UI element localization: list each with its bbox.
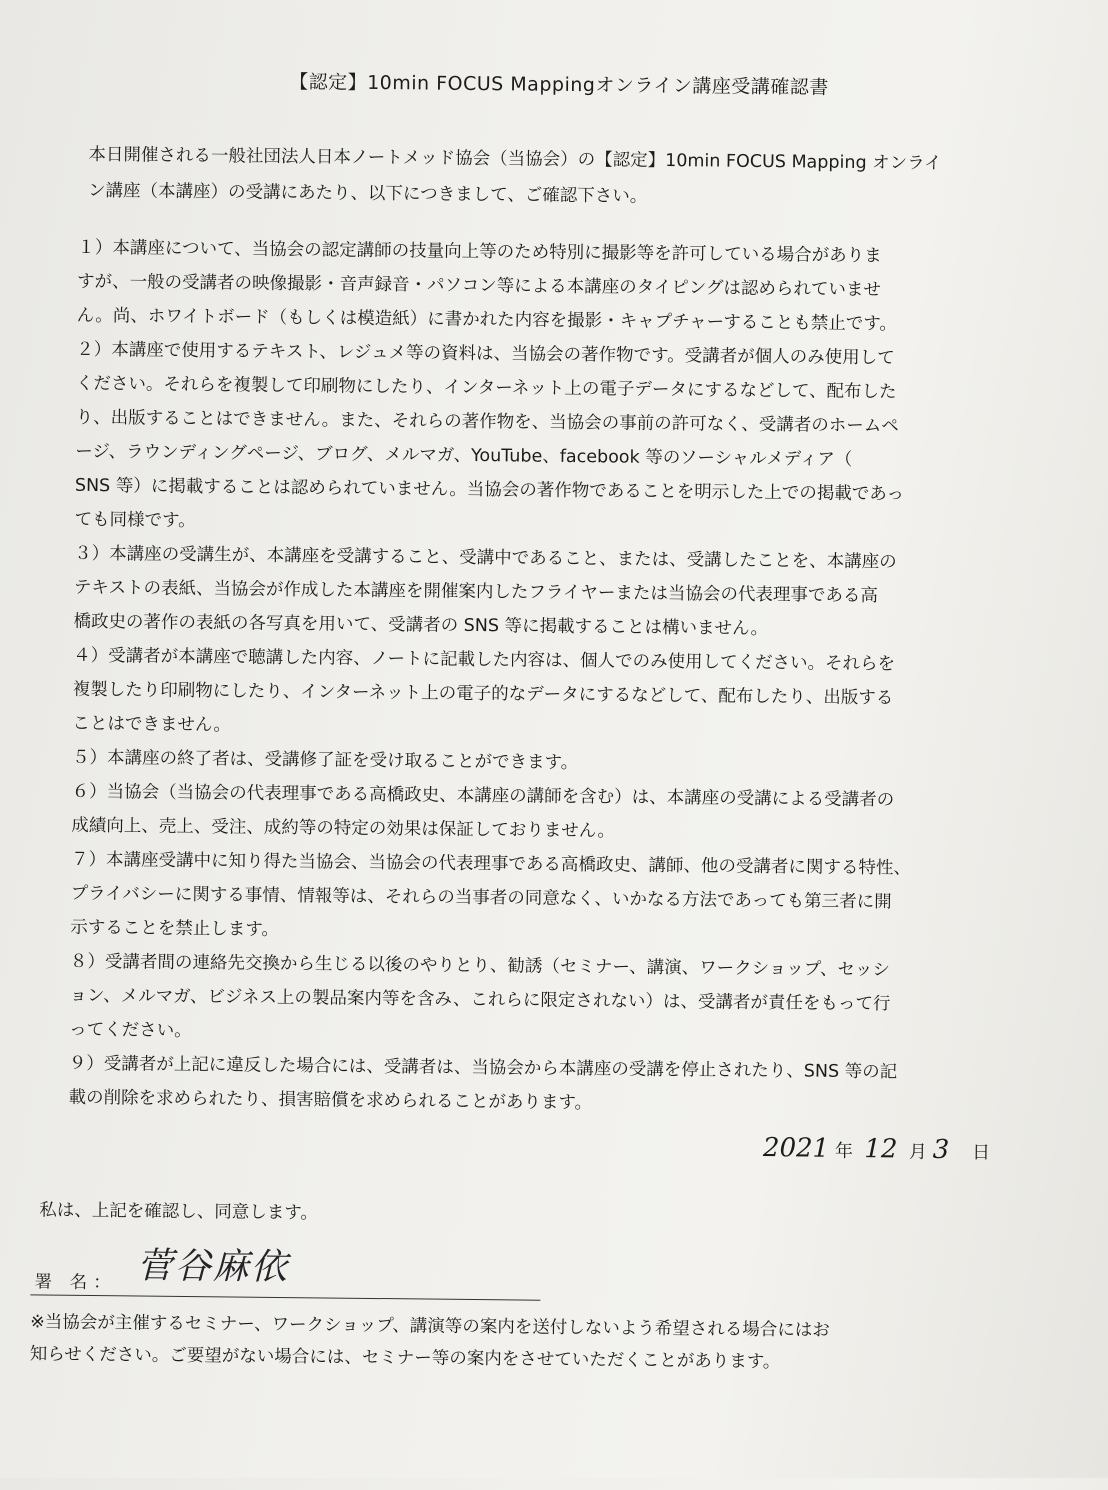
date-day: 3 bbox=[932, 1134, 950, 1166]
date-year: 2021 bbox=[762, 1133, 830, 1164]
term-line: ことはできません。 bbox=[72, 713, 232, 736]
footnote-line: ※当協会が主催するセミナー、ワークショップ、講演等の案内を送付しないよう希望される場合にはお bbox=[30, 1312, 830, 1341]
term-line: ても同様です。 bbox=[74, 509, 196, 532]
term-line: 橋政史の著作の表紙の各写真を用いて、受講者の SNS 等に掲載することは構いません。 bbox=[73, 611, 769, 640]
intro-paragraph bbox=[88, 137, 1049, 219]
term-line: ４）受講者が本講座で聴講した内容、ノートに記載した内容は、個人でのみ使用してください。それらを bbox=[73, 645, 896, 675]
term-line: ９）受講者が上記に違反した場合には、受講者は、当協会から本講座の受講を停止されたり、SNS 等の記 bbox=[68, 1053, 898, 1083]
term-line: 複製したり印刷物にしたり、インターネット上の電子的なデータにするなどして、配布したり、出版する bbox=[72, 679, 894, 709]
intro-line: ン講座（本講座）の受講にあたり、以下につきまして、ご確認下さい。 bbox=[87, 180, 648, 207]
footnote bbox=[30, 1306, 1021, 1380]
footnote-line: 知らせください。ご要望がない場合には、セミナー等の案内をさせていただくことがあります。 bbox=[29, 1344, 781, 1373]
term-line: ５）本講座の終了者は、受講修了証を受け取ることができます。 bbox=[71, 747, 579, 774]
term-line: ん。尚、ホワイトボード（もしくは模造紙）に書かれた内容を撮影・キャプチャーすることも禁止です。 bbox=[76, 305, 897, 335]
intro-line: 本日開催される一般社団法人日本ノートメッド協会（当協会）の【認定】10min FOCUS Mapping オンライ bbox=[88, 144, 942, 174]
date-month: 12 bbox=[864, 1134, 898, 1165]
signature-line bbox=[30, 1294, 540, 1300]
term-line: SNS 等）に掲載することは認められていません。当協会の著作物であることを明示した上での掲載であっ bbox=[74, 475, 905, 505]
term-line: ６）当協会（当協会の代表理事である高橋政史、本講座の講師を含む）は、本講座の受講による受講者の bbox=[71, 781, 895, 811]
term-line: ってください。 bbox=[69, 1019, 192, 1042]
signing-date bbox=[763, 1133, 990, 1165]
term-line: ージ、ラウンディングページ、ブログ、メルマガ、YouTube、facebook 等のソーシャルメディア（ bbox=[75, 441, 853, 470]
term-line: ７）本講座受講中に知り得た当協会、当協会の代表理事である高橋政史、講師、他の受講者に関する特性、 bbox=[70, 849, 912, 879]
date-month-label: 月 bbox=[908, 1141, 928, 1163]
term-line: 成績向上、売上、受注、成約等の特定の効果は保証しておりません。 bbox=[71, 815, 615, 842]
term-line: ２）本講座で使用するテキスト、レジュメ等の資料は、当協会の著作物です。受講者が個人のみ使用して bbox=[76, 339, 895, 369]
term-line: ください。それらを複製して印刷物にしたり、インターネット上の電子データにするなどして、配布した bbox=[75, 373, 897, 403]
term-line: 載の削除を求められたり、損害賠償を求められることがあります。 bbox=[68, 1087, 593, 1114]
signature-name: 菅谷麻依 bbox=[136, 1245, 289, 1289]
terms-list bbox=[68, 231, 1052, 1125]
document-title: 【認定】10min FOCUS Mappingオンライン講座受講確認書 bbox=[289, 71, 829, 99]
term-line: プライバシーに関する事情、情報等は、それらの当事者の同意なく、いかなる方法であっても第三者に開 bbox=[70, 883, 892, 913]
signature-label: 署 名： bbox=[34, 1272, 117, 1294]
term-line: ３）本講座の受講生が、本講座を受講すること、受講中であること、または、受講したことを、本講座の bbox=[74, 543, 897, 573]
date-year-label: 年 bbox=[834, 1140, 854, 1162]
agreement-statement: 私は、上記を確認し、同意します。 bbox=[39, 1200, 319, 1224]
term-line: 示することを禁止します。 bbox=[70, 917, 279, 940]
term-line: ョン、メルマガ、ビジネス上の製品案内等を含み、これらに限定されない）は、受講者が責任をもって行 bbox=[69, 985, 891, 1015]
term-line: り、出版することはできません。また、それらの著作物を、当協会の事前の許可なく、受講者のホームペ bbox=[75, 407, 899, 437]
term-line: テキストの表紙、当協会が作成した本講座を開催案内したフライヤーまたは当協会の代表理事である高 bbox=[73, 577, 879, 607]
date-day-label: 日 bbox=[971, 1142, 991, 1164]
term-line: １）本講座について、当協会の認定講師の技量向上等のため特別に撮影等を許可している場合がありま bbox=[77, 237, 882, 267]
term-line: ８）受講者間の連絡先交換から生じる以後のやりとり、勧誘（セミナー、講演、ワークショップ、セッシ bbox=[69, 951, 891, 981]
term-line: すが、一般の受講者の映像撮影・音声録音・パソコン等による本講座のタイピングは認められていませ bbox=[76, 271, 882, 301]
